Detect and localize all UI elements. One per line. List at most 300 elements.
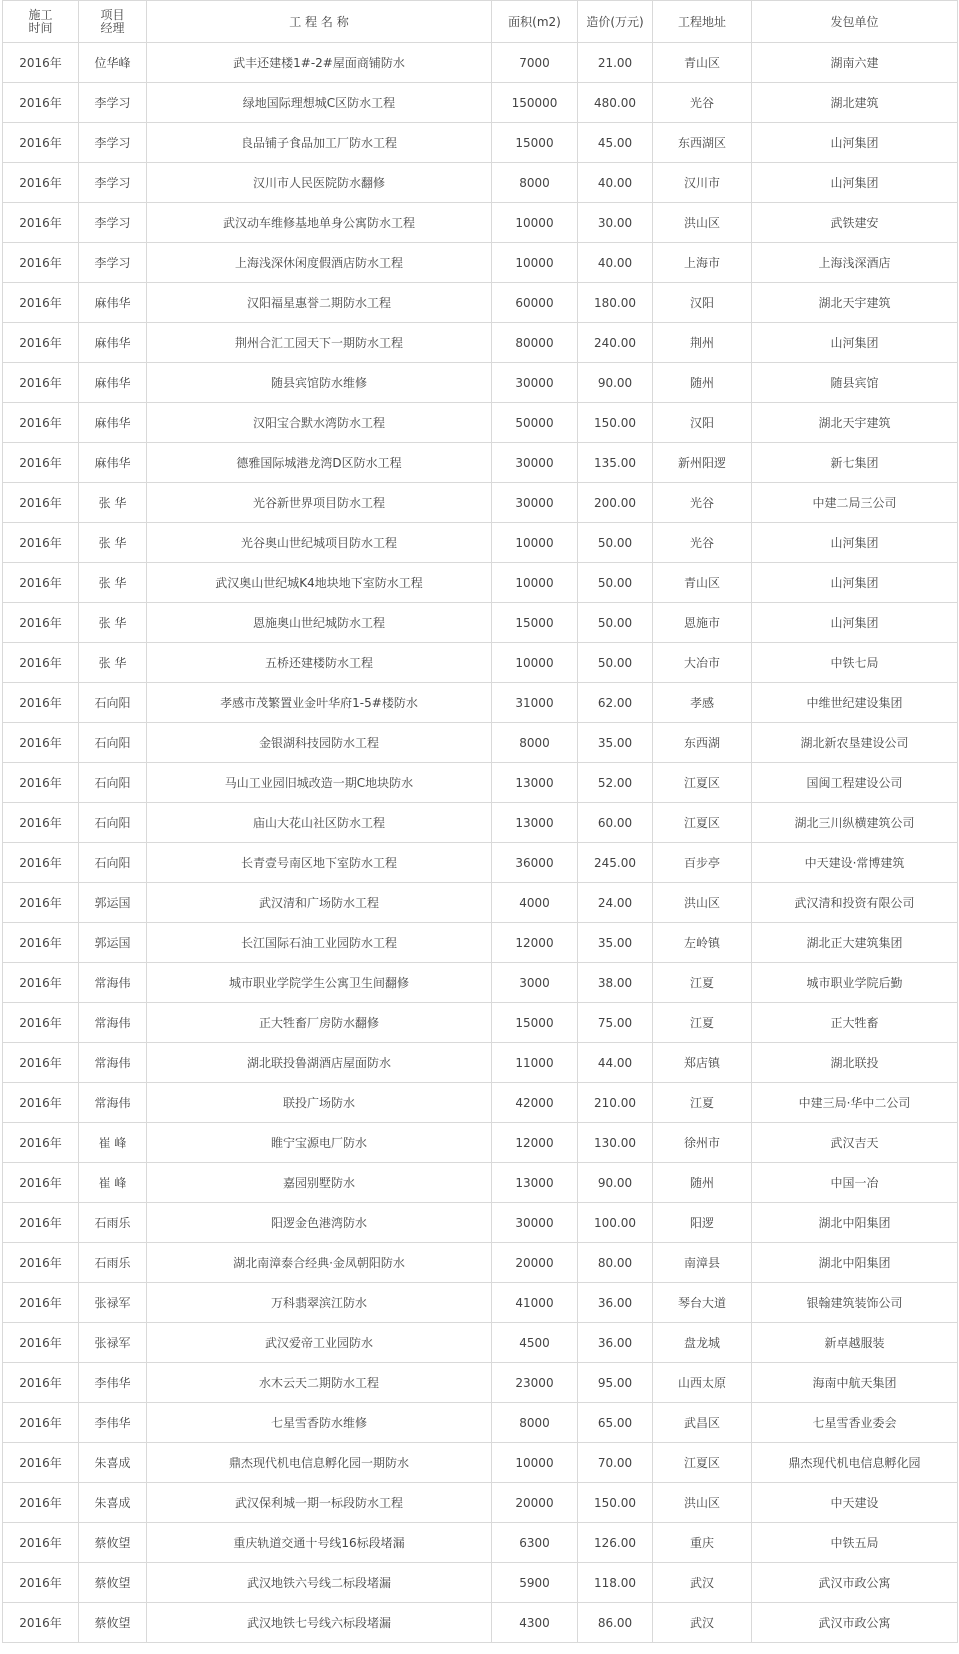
cell-cost: 90.00 — [578, 363, 653, 403]
cell-manager: 李学习 — [79, 123, 147, 163]
header-row — [3, 1, 958, 43]
cell-client: 山河集团 — [752, 323, 958, 363]
table-row — [3, 643, 958, 683]
cell-client: 城市职业学院后勤 — [752, 963, 958, 1003]
cell-client: 新七集团 — [752, 443, 958, 483]
cell-year: 2016年 — [3, 963, 79, 1003]
cell-cost: 150.00 — [578, 403, 653, 443]
cell-cost: 21.00 — [578, 43, 653, 83]
cell-project-name: 绿地国际理想城C区防水工程 — [147, 83, 492, 123]
cell-location: 徐州市 — [653, 1123, 752, 1163]
cell-location: 武昌区 — [653, 1403, 752, 1443]
cell-year: 2016年 — [3, 323, 79, 363]
cell-area: 20000 — [492, 1483, 578, 1523]
cell-manager: 常海伟 — [79, 963, 147, 1003]
cell-client: 湖北三川纵横建筑公司 — [752, 803, 958, 843]
cell-project-name: 湖北联投鲁湖酒店屋面防水 — [147, 1043, 492, 1083]
cell-year: 2016年 — [3, 803, 79, 843]
cell-manager: 石雨乐 — [79, 1243, 147, 1283]
table-row — [3, 203, 958, 243]
cell-cost: 50.00 — [578, 643, 653, 683]
cell-area: 13000 — [492, 763, 578, 803]
table-row — [3, 363, 958, 403]
cell-project-name: 武汉清和广场防水工程 — [147, 883, 492, 923]
cell-manager: 麻伟华 — [79, 403, 147, 443]
cell-location: 汉阳 — [653, 283, 752, 323]
cell-client: 中铁五局 — [752, 1523, 958, 1563]
table-row — [3, 1363, 958, 1403]
table-row — [3, 763, 958, 803]
cell-project-name: 庙山大花山社区防水工程 — [147, 803, 492, 843]
cell-location: 阳逻 — [653, 1203, 752, 1243]
cell-location: 江夏 — [653, 1083, 752, 1123]
cell-cost: 36.00 — [578, 1283, 653, 1323]
cell-year: 2016年 — [3, 123, 79, 163]
table-row — [3, 1283, 958, 1323]
cell-year: 2016年 — [3, 1163, 79, 1203]
cell-year: 2016年 — [3, 1123, 79, 1163]
cell-cost: 75.00 — [578, 1003, 653, 1043]
cell-manager: 朱喜成 — [79, 1483, 147, 1523]
cell-area: 15000 — [492, 1003, 578, 1043]
cell-manager: 张 华 — [79, 603, 147, 643]
cell-year: 2016年 — [3, 1083, 79, 1123]
table-row — [3, 523, 958, 563]
cell-area: 10000 — [492, 563, 578, 603]
cell-client: 湖北天宇建筑 — [752, 283, 958, 323]
cell-location: 琴台大道 — [653, 1283, 752, 1323]
cell-manager: 麻伟华 — [79, 363, 147, 403]
cell-client: 山河集团 — [752, 563, 958, 603]
cell-client: 湖北联投 — [752, 1043, 958, 1083]
cell-manager: 常海伟 — [79, 1043, 147, 1083]
cell-manager: 李伟华 — [79, 1403, 147, 1443]
cell-project-name: 上海浅深休闲度假酒店防水工程 — [147, 243, 492, 283]
cell-cost: 24.00 — [578, 883, 653, 923]
cell-cost: 90.00 — [578, 1163, 653, 1203]
cell-project-name: 汉川市人民医院防水翻修 — [147, 163, 492, 203]
cell-year: 2016年 — [3, 483, 79, 523]
cell-project-name: 随县宾馆防水维修 — [147, 363, 492, 403]
table-row — [3, 563, 958, 603]
cell-year: 2016年 — [3, 243, 79, 283]
cell-client: 国闽工程建设公司 — [752, 763, 958, 803]
cell-project-name: 光谷新世界项目防水工程 — [147, 483, 492, 523]
cell-location: 光谷 — [653, 523, 752, 563]
cell-area: 13000 — [492, 1163, 578, 1203]
cell-manager: 麻伟华 — [79, 283, 147, 323]
header-area: 面积(m2) — [492, 1, 578, 43]
cell-year: 2016年 — [3, 443, 79, 483]
cell-project-name: 汉阳宝合默水湾防水工程 — [147, 403, 492, 443]
cell-manager: 张禄军 — [79, 1283, 147, 1323]
cell-location: 东西湖区 — [653, 123, 752, 163]
cell-manager: 石向阳 — [79, 723, 147, 763]
cell-manager: 李学习 — [79, 243, 147, 283]
cell-client: 上海浅深酒店 — [752, 243, 958, 283]
cell-location: 孝感 — [653, 683, 752, 723]
table-row — [3, 1523, 958, 1563]
cell-location: 汉阳 — [653, 403, 752, 443]
cell-area: 15000 — [492, 603, 578, 643]
cell-year: 2016年 — [3, 203, 79, 243]
cell-location: 江夏 — [653, 963, 752, 1003]
cell-project-name: 五桥还建楼防水工程 — [147, 643, 492, 683]
cell-year: 2016年 — [3, 403, 79, 443]
cell-cost: 240.00 — [578, 323, 653, 363]
cell-project-name: 嘉园别墅防水 — [147, 1163, 492, 1203]
cell-location: 百步亭 — [653, 843, 752, 883]
cell-cost: 126.00 — [578, 1523, 653, 1563]
cell-year: 2016年 — [3, 683, 79, 723]
cell-manager: 李学习 — [79, 163, 147, 203]
cell-client: 中维世纪建设集团 — [752, 683, 958, 723]
cell-year: 2016年 — [3, 1403, 79, 1443]
cell-client: 湖北天宇建筑 — [752, 403, 958, 443]
cell-manager: 崔 峰 — [79, 1123, 147, 1163]
cell-cost: 30.00 — [578, 203, 653, 243]
cell-area: 20000 — [492, 1243, 578, 1283]
table-row — [3, 1443, 958, 1483]
table-row — [3, 1163, 958, 1203]
cell-year: 2016年 — [3, 1283, 79, 1323]
cell-project-name: 城市职业学院学生公寓卫生间翻修 — [147, 963, 492, 1003]
cell-year: 2016年 — [3, 1523, 79, 1563]
cell-project-name: 光谷奥山世纪城项目防水工程 — [147, 523, 492, 563]
cell-client: 中铁七局 — [752, 643, 958, 683]
table-row — [3, 323, 958, 363]
cell-location: 恩施市 — [653, 603, 752, 643]
cell-year: 2016年 — [3, 1003, 79, 1043]
cell-project-name: 汉阳福星惠誉二期防水工程 — [147, 283, 492, 323]
cell-project-name: 水木云天二期防水工程 — [147, 1363, 492, 1403]
cell-year: 2016年 — [3, 1563, 79, 1603]
cell-client: 湖北建筑 — [752, 83, 958, 123]
cell-project-name: 孝感市茂繁置业金叶华府1-5#楼防水 — [147, 683, 492, 723]
table-row — [3, 1043, 958, 1083]
cell-manager: 张 华 — [79, 563, 147, 603]
cell-client: 随县宾馆 — [752, 363, 958, 403]
cell-location: 东西湖 — [653, 723, 752, 763]
cell-location: 洪山区 — [653, 203, 752, 243]
cell-client: 中天建设 — [752, 1483, 958, 1523]
cell-year: 2016年 — [3, 523, 79, 563]
cell-manager: 位华峰 — [79, 43, 147, 83]
cell-manager: 李学习 — [79, 83, 147, 123]
cell-cost: 80.00 — [578, 1243, 653, 1283]
cell-year: 2016年 — [3, 1043, 79, 1083]
cell-location: 上海市 — [653, 243, 752, 283]
cell-manager: 郭运国 — [79, 923, 147, 963]
table-row — [3, 443, 958, 483]
cell-cost: 40.00 — [578, 243, 653, 283]
cell-area: 4000 — [492, 883, 578, 923]
cell-year: 2016年 — [3, 1243, 79, 1283]
cell-cost: 52.00 — [578, 763, 653, 803]
cell-year: 2016年 — [3, 43, 79, 83]
cell-client: 新卓越服装 — [752, 1323, 958, 1363]
cell-project-name: 湖北南漳泰合经典·金凤朝阳防水 — [147, 1243, 492, 1283]
cell-location: 江夏区 — [653, 1443, 752, 1483]
cell-location: 江夏 — [653, 1003, 752, 1043]
cell-client: 中国一冶 — [752, 1163, 958, 1203]
cell-client: 海南中航天集团 — [752, 1363, 958, 1403]
cell-client: 鼎杰现代机电信息孵化园 — [752, 1443, 958, 1483]
table-row — [3, 1203, 958, 1243]
header-location: 工程地址 — [653, 1, 752, 43]
cell-location: 荆州 — [653, 323, 752, 363]
cell-location: 山西太原 — [653, 1363, 752, 1403]
cell-project-name: 七星雪香防水维修 — [147, 1403, 492, 1443]
cell-cost: 36.00 — [578, 1323, 653, 1363]
cell-location: 随州 — [653, 363, 752, 403]
table-row — [3, 483, 958, 523]
cell-project-name: 正大牲畜厂房防水翻修 — [147, 1003, 492, 1043]
header-manager-label: 项目经理 — [100, 7, 125, 35]
cell-manager: 常海伟 — [79, 1003, 147, 1043]
cell-area: 8000 — [492, 723, 578, 763]
cell-project-name: 良品铺子食品加工厂防水工程 — [147, 123, 492, 163]
cell-client: 湖北新农垦建设公司 — [752, 723, 958, 763]
cell-area: 4500 — [492, 1323, 578, 1363]
cell-cost: 118.00 — [578, 1563, 653, 1603]
table-row — [3, 1003, 958, 1043]
cell-client: 湖北中阳集团 — [752, 1203, 958, 1243]
cell-year: 2016年 — [3, 1203, 79, 1243]
cell-manager: 麻伟华 — [79, 443, 147, 483]
cell-year: 2016年 — [3, 163, 79, 203]
cell-project-name: 武丰还建楼1#-2#屋面商铺防水 — [147, 43, 492, 83]
table-row — [3, 843, 958, 883]
cell-cost: 180.00 — [578, 283, 653, 323]
cell-location: 洪山区 — [653, 883, 752, 923]
table-row — [3, 1243, 958, 1283]
cell-location: 大冶市 — [653, 643, 752, 683]
cell-project-name: 武汉动车维修基地单身公寓防水工程 — [147, 203, 492, 243]
cell-cost: 130.00 — [578, 1123, 653, 1163]
cell-year: 2016年 — [3, 1483, 79, 1523]
cell-area: 23000 — [492, 1363, 578, 1403]
cell-location: 汉川市 — [653, 163, 752, 203]
cell-manager: 蔡攸望 — [79, 1603, 147, 1643]
cell-manager: 蔡攸望 — [79, 1523, 147, 1563]
cell-client: 银翰建筑装饰公司 — [752, 1283, 958, 1323]
cell-area: 42000 — [492, 1083, 578, 1123]
cell-area: 7000 — [492, 43, 578, 83]
cell-location: 光谷 — [653, 483, 752, 523]
cell-area: 12000 — [492, 923, 578, 963]
cell-cost: 210.00 — [578, 1083, 653, 1123]
cell-manager: 朱喜成 — [79, 1443, 147, 1483]
cell-project-name: 长江国际石油工业园防水工程 — [147, 923, 492, 963]
cell-project-name: 马山工业园旧城改造一期C地块防水 — [147, 763, 492, 803]
cell-area: 30000 — [492, 363, 578, 403]
cell-client: 山河集团 — [752, 123, 958, 163]
cell-manager: 蔡攸望 — [79, 1563, 147, 1603]
cell-area: 10000 — [492, 523, 578, 563]
table-row — [3, 683, 958, 723]
cell-cost: 50.00 — [578, 603, 653, 643]
cell-area: 3000 — [492, 963, 578, 1003]
cell-location: 武汉 — [653, 1603, 752, 1643]
cell-area: 13000 — [492, 803, 578, 843]
cell-manager: 石雨乐 — [79, 1203, 147, 1243]
cell-area: 10000 — [492, 1443, 578, 1483]
cell-location: 武汉 — [653, 1563, 752, 1603]
cell-location: 郑店镇 — [653, 1043, 752, 1083]
cell-project-name: 重庆轨道交通十号线16标段堵漏 — [147, 1523, 492, 1563]
cell-area: 10000 — [492, 643, 578, 683]
table-body — [3, 43, 958, 1643]
cell-project-name: 万科翡翠滨江防水 — [147, 1283, 492, 1323]
cell-cost: 35.00 — [578, 723, 653, 763]
cell-project-name: 武汉地铁六号线二标段堵漏 — [147, 1563, 492, 1603]
table-row — [3, 963, 958, 1003]
cell-cost: 40.00 — [578, 163, 653, 203]
cell-area: 10000 — [492, 243, 578, 283]
table-row — [3, 1083, 958, 1123]
cell-cost: 135.00 — [578, 443, 653, 483]
cell-year: 2016年 — [3, 563, 79, 603]
cell-year: 2016年 — [3, 923, 79, 963]
table-row — [3, 243, 958, 283]
cell-area: 60000 — [492, 283, 578, 323]
cell-location: 新州阳逻 — [653, 443, 752, 483]
cell-location: 随州 — [653, 1163, 752, 1203]
cell-project-name: 武汉保利城一期一标段防水工程 — [147, 1483, 492, 1523]
cell-manager: 石向阳 — [79, 843, 147, 883]
cell-year: 2016年 — [3, 83, 79, 123]
cell-client: 七星雪香业委会 — [752, 1403, 958, 1443]
cell-client: 山河集团 — [752, 163, 958, 203]
cell-cost: 86.00 — [578, 1603, 653, 1643]
cell-location: 盘龙城 — [653, 1323, 752, 1363]
cell-manager: 麻伟华 — [79, 323, 147, 363]
cell-area: 10000 — [492, 203, 578, 243]
table-row — [3, 1123, 958, 1163]
cell-manager: 崔 峰 — [79, 1163, 147, 1203]
cell-cost: 65.00 — [578, 1403, 653, 1443]
cell-client: 湖北正大建筑集团 — [752, 923, 958, 963]
cell-project-name: 荆州合汇工园天下一期防水工程 — [147, 323, 492, 363]
cell-project-name: 睢宁宝源电厂防水 — [147, 1123, 492, 1163]
cell-client: 山河集团 — [752, 523, 958, 563]
cell-client: 武汉清和投资有限公司 — [752, 883, 958, 923]
cell-area: 5900 — [492, 1563, 578, 1603]
cell-client: 武铁建安 — [752, 203, 958, 243]
project-table — [2, 0, 958, 1643]
cell-manager: 张 华 — [79, 523, 147, 563]
cell-project-name: 武汉地铁七号线六标段堵漏 — [147, 1603, 492, 1643]
cell-year: 2016年 — [3, 1603, 79, 1643]
table-row — [3, 1483, 958, 1523]
header-cost: 造价(万元) — [578, 1, 653, 43]
cell-year: 2016年 — [3, 1323, 79, 1363]
cell-cost: 62.00 — [578, 683, 653, 723]
cell-project-name: 阳逻金色港湾防水 — [147, 1203, 492, 1243]
cell-cost: 245.00 — [578, 843, 653, 883]
cell-area: 15000 — [492, 123, 578, 163]
cell-manager: 常海伟 — [79, 1083, 147, 1123]
header-year-label: 施工时间 — [28, 7, 53, 35]
cell-area: 30000 — [492, 443, 578, 483]
table-row — [3, 723, 958, 763]
header-client: 发包单位 — [752, 1, 958, 43]
cell-client: 湖北中阳集团 — [752, 1243, 958, 1283]
cell-location: 江夏区 — [653, 763, 752, 803]
cell-area: 30000 — [492, 483, 578, 523]
cell-area: 11000 — [492, 1043, 578, 1083]
table-row — [3, 1603, 958, 1643]
table-row — [3, 1323, 958, 1363]
cell-area: 36000 — [492, 843, 578, 883]
header-manager — [79, 1, 147, 43]
cell-year: 2016年 — [3, 723, 79, 763]
table-row — [3, 1403, 958, 1443]
cell-cost: 44.00 — [578, 1043, 653, 1083]
table-row — [3, 803, 958, 843]
cell-area: 8000 — [492, 1403, 578, 1443]
cell-location: 江夏区 — [653, 803, 752, 843]
table-row — [3, 1563, 958, 1603]
cell-client: 山河集团 — [752, 603, 958, 643]
cell-area: 150000 — [492, 83, 578, 123]
cell-project-name: 德雅国际城港龙湾D区防水工程 — [147, 443, 492, 483]
cell-area: 30000 — [492, 1203, 578, 1243]
table-row — [3, 123, 958, 163]
cell-client: 湖南六建 — [752, 43, 958, 83]
table-row — [3, 403, 958, 443]
table-row — [3, 43, 958, 83]
cell-client: 正大牲畜 — [752, 1003, 958, 1043]
cell-cost: 100.00 — [578, 1203, 653, 1243]
cell-location: 青山区 — [653, 43, 752, 83]
header-year — [3, 1, 79, 43]
cell-area: 6300 — [492, 1523, 578, 1563]
cell-cost: 38.00 — [578, 963, 653, 1003]
cell-cost: 95.00 — [578, 1363, 653, 1403]
cell-year: 2016年 — [3, 1443, 79, 1483]
table-row — [3, 283, 958, 323]
cell-project-name: 鼎杰现代机电信息孵化园一期防水 — [147, 1443, 492, 1483]
cell-manager: 李学习 — [79, 203, 147, 243]
cell-year: 2016年 — [3, 283, 79, 323]
cell-location: 南漳县 — [653, 1243, 752, 1283]
cell-cost: 45.00 — [578, 123, 653, 163]
table-row — [3, 923, 958, 963]
cell-project-name: 长青壹号南区地下室防水工程 — [147, 843, 492, 883]
cell-project-name: 联投广场防水 — [147, 1083, 492, 1123]
cell-manager: 张 华 — [79, 483, 147, 523]
cell-location: 青山区 — [653, 563, 752, 603]
cell-cost: 70.00 — [578, 1443, 653, 1483]
cell-manager: 石向阳 — [79, 803, 147, 843]
cell-cost: 150.00 — [578, 1483, 653, 1523]
cell-year: 2016年 — [3, 763, 79, 803]
table-row — [3, 883, 958, 923]
cell-year: 2016年 — [3, 1363, 79, 1403]
table-row — [3, 83, 958, 123]
cell-location: 重庆 — [653, 1523, 752, 1563]
cell-cost: 35.00 — [578, 923, 653, 963]
cell-cost: 50.00 — [578, 523, 653, 563]
cell-year: 2016年 — [3, 643, 79, 683]
cell-manager: 石向阳 — [79, 763, 147, 803]
cell-year: 2016年 — [3, 883, 79, 923]
cell-area: 41000 — [492, 1283, 578, 1323]
cell-manager: 李伟华 — [79, 1363, 147, 1403]
cell-project-name: 武汉爱帝工业园防水 — [147, 1323, 492, 1363]
